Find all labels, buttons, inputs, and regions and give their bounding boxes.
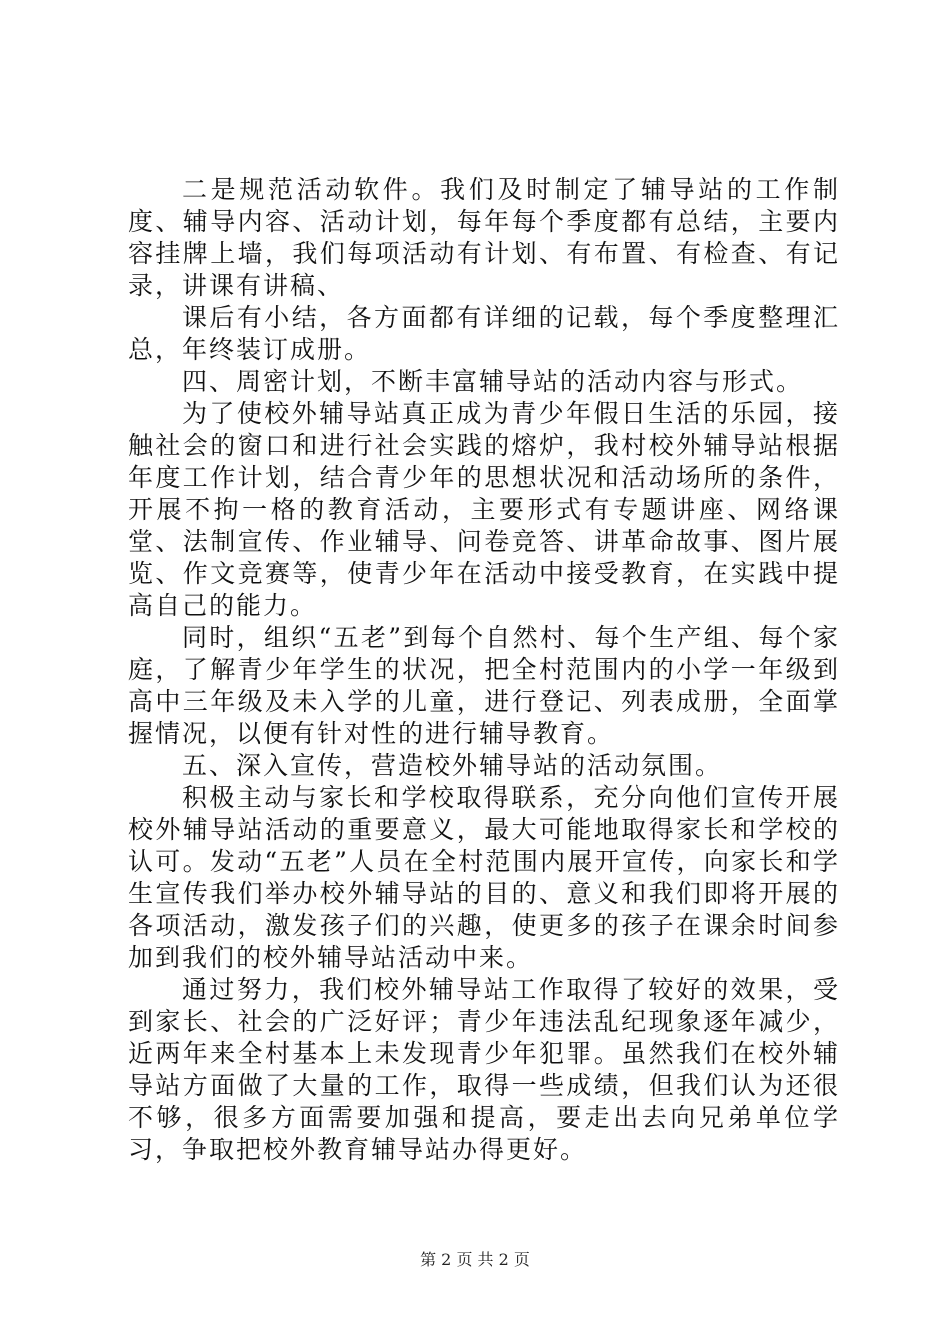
page-number-footer: 第 2 页 共 2 页 <box>420 1250 530 1269</box>
section-heading: 五、深入宣传，营造校外辅导站的活动氛围。 <box>182 751 723 780</box>
document-body <box>128 174 840 1166</box>
paragraph: 积极主动与家长和学校取得联系，充分向他们宣传开展校外辅导站活动的重要意义，最大可能地取得家长和学校的认可。发动“五老”人员在全村范围内展开宣传，向家长和学生宣传我们举办校外辅导站的目的、意义和我们即将开展的各项活动，激发孩子们的兴趣，使更多的孩子在课余时间参加到我们的校外辅导站活动中来。 <box>128 783 840 972</box>
paragraph: 二是规范活动软件。我们及时制定了辅导站的工作制度、辅导内容、活动计划，每年每个季度都有总结，主要内容挂牌上墙，我们每项活动有计划、有布置、有检查、有记录，讲课有讲稿、 <box>128 175 840 300</box>
paragraph: 为了使校外辅导站真正成为青少年假日生活的乐园，接触社会的窗口和进行社会实践的熔炉，我村校外辅导站根据年度工作计划，结合青少年的思想状况和活动场所的条件，开展不拘一格的教育活动，主要形式有专题讲座、网络课堂、法制宣传、作业辅导、问卷竞答、讲革命故事、图片展览、作文竞赛等，使青少年在活动中接受教育，在实践中提高自己的能力。 <box>128 399 840 620</box>
paragraph: 课后有小结，各方面都有详细的记载，每个季度整理汇总，年终装订成册。 <box>128 303 840 364</box>
paragraph: 通过努力，我们校外辅导站工作取得了较好的效果，受到家长、社会的广泛好评；青少年违法乱纪现象逐年减少，近两年来全村基本上未发现青少年犯罪。虽然我们在校外辅导站方面做了大量的工作，取得一些成绩，但我们认为还很不够，很多方面需要加强和提高，要走出去向兄弟单位学习，争取把校外教育辅导站办得更好。 <box>128 975 840 1164</box>
paragraph: 同时，组织“五老”到每个自然村、每个生产组、每个家庭，了解青少年学生的状况，把全村范围内的小学一年级到高中三年级及未入学的儿童，进行登记、列表成册，全面掌握情况，以便有针对性的进行辅导教育。 <box>128 623 840 748</box>
section-heading: 四、周密计划，不断丰富辅导站的活动内容与形式。 <box>182 367 804 396</box>
